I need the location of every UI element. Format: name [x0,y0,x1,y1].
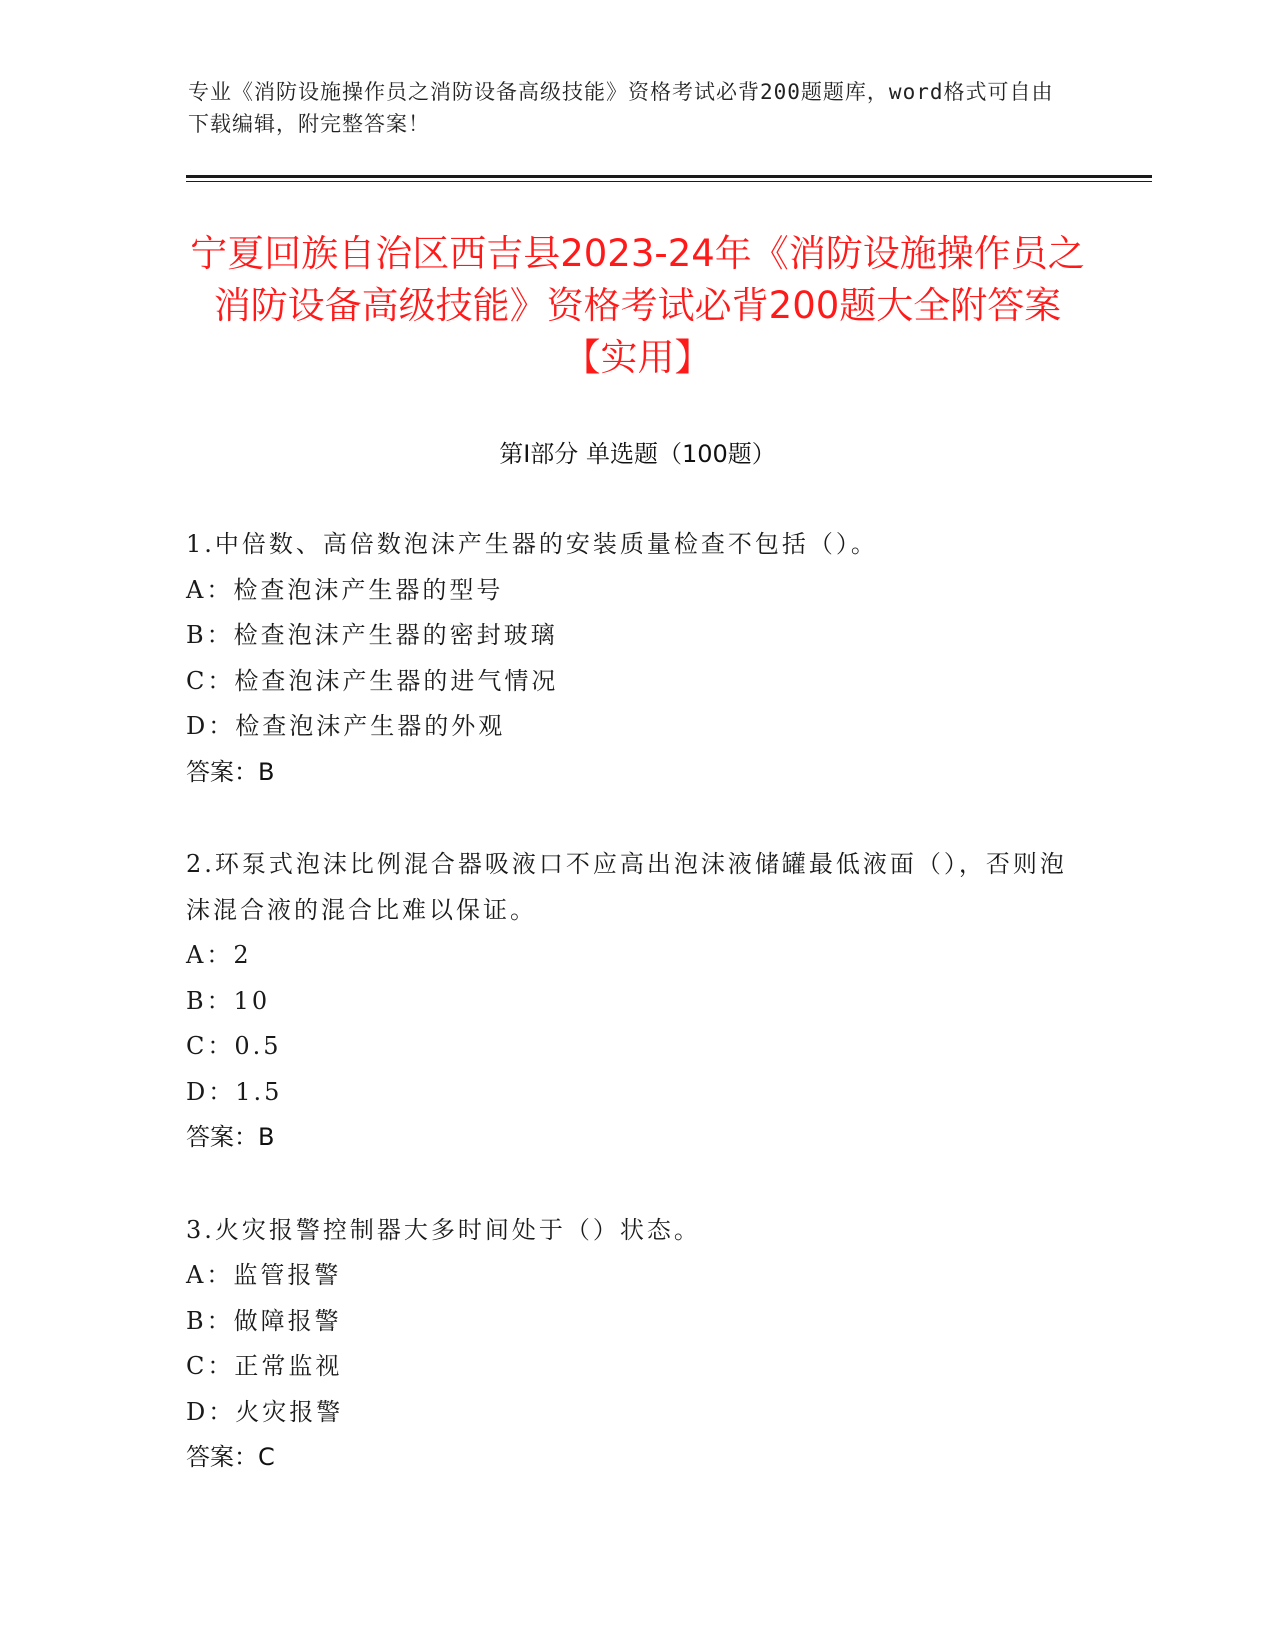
question-item [186,842,1086,1161]
question-option-c: C：正常监视 [186,1352,343,1380]
header-divider-thin [186,181,1152,182]
question-option-d: D：检查泡沫产生器的外观 [186,712,506,740]
question-option-d: D：1.5 [186,1077,283,1106]
question-option-b: B：10 [186,986,271,1015]
question-list [186,522,1086,1528]
question-option-c: C：检查泡沫产生器的进气情况 [186,666,559,695]
question-option-b: B：做障报警 [186,1306,342,1335]
section-heading: 第I部分 单选题（100题） [499,440,776,468]
question-item [186,522,1086,795]
header-divider-thick [186,175,1152,178]
question-option-b: B：检查泡沫产生器的密封玻璃 [186,621,558,649]
question-option-c: C：0.5 [186,1032,282,1060]
question-stem: 1.中倍数、高倍数泡沫产生器的安装质量检查不包括（）。 [186,530,878,558]
question-option-d: D：火灾报警 [186,1397,344,1426]
question-stem: 3.火灾报警控制器大多时间处于（）状态。 [186,1215,701,1244]
header-note: 专业《消防设施操作员之消防设备高级技能》资格考试必背200题题库，word格式可自由下载编辑，附完整答案！ [188,80,1054,136]
question-answer: 答案：B [186,1123,275,1151]
question-item [186,1208,1086,1481]
question-option-a: A：检查泡沫产生器的型号 [186,575,504,604]
question-answer: 答案：B [186,757,275,786]
document-title: 宁夏回族自治区西吉县2023-24年《消防设施操作员之消防设备高级技能》资格考试必背200题大全附答案【实用】 [190,232,1085,379]
question-stem: 2.环泵式泡沫比例混合器吸液口不应高出泡沫液储罐最低液面（），否则泡沫混合液的混合比难以保证。 [186,850,1067,924]
question-option-a: A：2 [186,941,252,969]
question-option-a: A：监管报警 [186,1261,342,1289]
question-answer: 答案：C [186,1443,275,1471]
